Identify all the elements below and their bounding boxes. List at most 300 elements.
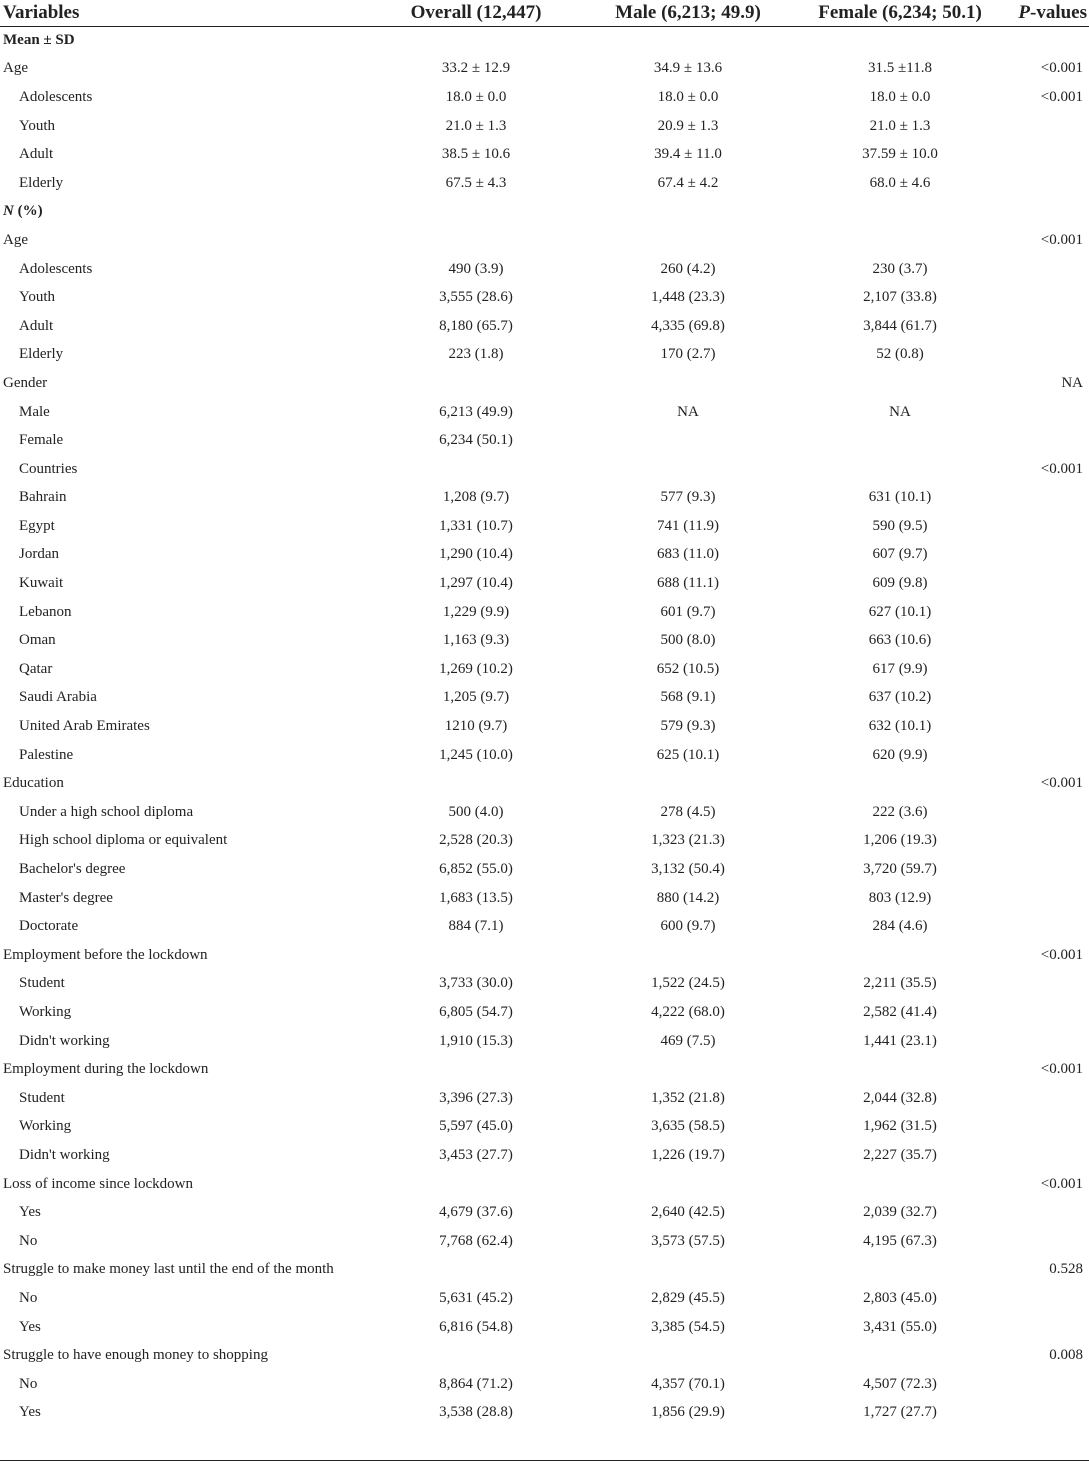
cell-overall: 1,245 (10.0) (439, 746, 513, 763)
table-bottom-rule (0, 1460, 1089, 1461)
cell-female: 631 (10.1) (868, 489, 932, 506)
table-row (0, 998, 1089, 1027)
row-label: No (19, 1375, 38, 1392)
cell-p-value (1006, 970, 1089, 999)
cell-overall: 6,234 (50.1) (439, 432, 513, 449)
cell-overall: 6,852 (55.0) (439, 861, 513, 878)
cell-male (582, 769, 794, 798)
row-label: Qatar (19, 660, 53, 677)
cell-female: 620 (9.9) (872, 746, 928, 763)
cell-female: 1,441 (23.1) (863, 1032, 937, 1049)
header-p-values (1006, 0, 1089, 26)
row-label: Female (19, 432, 64, 449)
cell-p-value (1006, 626, 1089, 655)
cell-overall (370, 769, 582, 798)
cell-p-value (1006, 341, 1089, 370)
cell-male: 688 (11.1) (657, 575, 719, 592)
header-row (0, 0, 1089, 26)
row-label-suffix: (%) (13, 203, 43, 220)
cell-female: 284 (4.6) (872, 918, 928, 935)
cell-overall: 6,213 (49.9) (439, 403, 513, 420)
cell-female: 637 (10.2) (868, 689, 932, 706)
row-label: Employment during the lockdown (3, 1061, 209, 1078)
cell-overall: 1,331 (10.7) (439, 517, 513, 534)
cell-overall: 33.2 ± 12.9 (441, 60, 511, 77)
row-label: Yes (19, 1318, 41, 1335)
row-label: Bachelor's degree (19, 861, 126, 878)
cell-p-value (1006, 198, 1089, 227)
cell-female: 52 (0.8) (876, 346, 924, 363)
row-label: Kuwait (19, 575, 64, 592)
table-row (0, 855, 1089, 884)
cell-overall: 1,290 (10.4) (439, 546, 513, 563)
cell-male: 278 (4.5) (660, 803, 716, 820)
row-label: No (19, 1289, 38, 1306)
table-row (0, 712, 1089, 741)
cell-overall: 3,555 (28.6) (439, 289, 513, 306)
cell-overall: 7,768 (62.4) (439, 1232, 513, 1249)
cell-female (794, 1256, 1006, 1285)
table-row (0, 912, 1089, 941)
table-row (0, 398, 1089, 427)
row-label: Age (3, 231, 28, 248)
header-male: Male (6,213; 49.9) (582, 0, 794, 26)
cell-female: 21.0 ± 1.3 (869, 117, 931, 134)
cell-male: 170 (2.7) (660, 346, 716, 363)
row-label: Yes (19, 1204, 41, 1221)
cell-p-value: 0.528 (1049, 1261, 1083, 1278)
cell-male (582, 941, 794, 970)
cell-male: 2,829 (45.5) (651, 1289, 725, 1306)
cell-male: 500 (8.0) (660, 632, 716, 649)
cell-overall (370, 1341, 582, 1370)
cell-overall: 1,163 (9.3) (442, 632, 510, 649)
cell-overall (370, 1170, 582, 1199)
cell-female: 2,582 (41.4) (863, 1003, 937, 1020)
cell-p-value (1006, 1284, 1089, 1313)
table-row (0, 798, 1089, 827)
cell-p-value (1006, 569, 1089, 598)
cell-overall: 3,538 (28.8) (439, 1404, 513, 1421)
cell-female (794, 1341, 1006, 1370)
cell-male: 601 (9.7) (660, 603, 716, 620)
cell-overall (370, 455, 582, 484)
header-p-italic: P (1018, 1, 1030, 23)
cell-overall (370, 198, 582, 227)
cell-male (582, 1341, 794, 1370)
cell-female: 1,962 (31.5) (863, 1118, 937, 1135)
cell-p-value (1006, 798, 1089, 827)
cell-male: 4,222 (68.0) (651, 1003, 725, 1020)
cell-overall: 5,631 (45.2) (439, 1289, 513, 1306)
cell-male: 18.0 ± 0.0 (657, 88, 719, 105)
cell-female (794, 369, 1006, 398)
row-label: High school diploma or equivalent (19, 832, 228, 849)
row-label: Employment before the lockdown (3, 946, 208, 963)
cell-overall (370, 941, 582, 970)
table-row (0, 1313, 1089, 1342)
cell-male (582, 1256, 794, 1285)
cell-male (582, 1170, 794, 1199)
cell-male: 568 (9.1) (660, 689, 716, 706)
cell-male (582, 455, 794, 484)
cell-male (582, 198, 794, 227)
cell-male: 3,385 (54.5) (651, 1318, 725, 1335)
header-female: Female (6,234; 50.1) (794, 0, 1006, 26)
table-row (0, 512, 1089, 541)
cell-female (794, 769, 1006, 798)
cell-female: 1,206 (19.3) (863, 832, 937, 849)
row-label: Student (19, 1089, 65, 1106)
table-row (0, 884, 1089, 913)
table-row (0, 1141, 1089, 1170)
cell-overall: 500 (4.0) (448, 803, 504, 820)
row-label: Loss of income since lockdown (3, 1175, 193, 1192)
cell-p-value (1006, 1313, 1089, 1342)
cell-male: 3,635 (58.5) (651, 1118, 725, 1135)
row-label: Countries (19, 460, 78, 477)
table-row (0, 655, 1089, 684)
cell-p-value: <0.001 (1040, 460, 1083, 477)
cell-male: 20.9 ± 1.3 (657, 117, 719, 134)
cell-male: 1,522 (24.5) (651, 975, 725, 992)
cell-male (582, 369, 794, 398)
cell-overall: 38.5 ± 10.6 (441, 146, 511, 163)
table-row (0, 598, 1089, 627)
table-row (0, 55, 1089, 84)
row-label: Saudi Arabia (19, 689, 97, 706)
table-row (0, 1198, 1089, 1227)
cell-overall: 1,297 (10.4) (439, 575, 513, 592)
cell-male: 67.4 ± 4.2 (657, 174, 719, 191)
cell-male: 1,352 (21.8) (651, 1089, 725, 1106)
table-row (0, 1055, 1089, 1084)
table-row (0, 827, 1089, 856)
cell-p-value (1006, 741, 1089, 770)
table-row (0, 1399, 1089, 1428)
cell-overall: 67.5 ± 4.3 (445, 174, 507, 191)
cell-p-value (1006, 140, 1089, 169)
cell-female: 1,727 (27.7) (863, 1404, 937, 1421)
row-label: Oman (19, 632, 56, 649)
cell-p-value (1006, 1198, 1089, 1227)
table-row (0, 941, 1089, 970)
cell-overall (370, 26, 582, 55)
table-row (0, 255, 1089, 284)
row-label-italic: N (3, 203, 14, 220)
cell-p-value: <0.001 (1040, 231, 1083, 248)
cell-overall: 1,208 (9.7) (442, 489, 510, 506)
row-label: Adolescents (19, 88, 93, 105)
cell-p-value (1006, 512, 1089, 541)
cell-overall: 4,679 (37.6) (439, 1204, 513, 1221)
cell-overall: 5,597 (45.0) (439, 1118, 513, 1135)
cell-female: 617 (9.9) (872, 660, 928, 677)
row-label: Adult (19, 317, 54, 334)
cell-female: 2,039 (32.7) (863, 1204, 937, 1221)
table-row (0, 684, 1089, 713)
cell-p-value (1006, 255, 1089, 284)
cell-overall: 1,269 (10.2) (439, 660, 513, 677)
cell-female: 590 (9.5) (872, 517, 928, 534)
cell-male: 4,357 (70.1) (651, 1375, 725, 1392)
cell-male: 4,335 (69.8) (651, 317, 725, 334)
cell-female: 627 (10.1) (868, 603, 932, 620)
cell-p-value (1006, 1227, 1089, 1256)
cell-male: 3,132 (50.4) (651, 861, 725, 878)
table-row (0, 541, 1089, 570)
cell-male: 577 (9.3) (660, 489, 716, 506)
table-row (0, 1370, 1089, 1399)
cell-male: 260 (4.2) (660, 260, 716, 277)
table-row (0, 1027, 1089, 1056)
table-row (0, 1227, 1089, 1256)
cell-female: 609 (9.8) (872, 575, 928, 592)
cell-male: 579 (9.3) (660, 718, 716, 735)
table-row (0, 26, 1089, 55)
cell-p-value (1006, 827, 1089, 856)
header-overall: Overall (12,447) (370, 0, 582, 26)
cell-female: 632 (10.1) (868, 718, 932, 735)
cell-female: 2,227 (35.7) (863, 1146, 937, 1163)
cell-female (794, 26, 1006, 55)
row-label: Elderly (19, 346, 64, 363)
table-row (0, 569, 1089, 598)
table-row (0, 1170, 1089, 1199)
cell-overall (370, 369, 582, 398)
cell-overall: 8,180 (65.7) (439, 317, 513, 334)
row-label: Education (3, 775, 64, 792)
cell-male: 39.4 ± 11.0 (654, 146, 722, 163)
row-label: No (19, 1232, 38, 1249)
row-label: Elderly (19, 174, 64, 191)
cell-female: 4,195 (67.3) (863, 1232, 937, 1249)
cell-male (582, 1055, 794, 1084)
row-label: Yes (19, 1404, 41, 1421)
cell-overall (370, 1256, 582, 1285)
cell-p-value: <0.001 (1040, 775, 1083, 792)
cell-p-value: <0.001 (1040, 1175, 1083, 1192)
cell-p-value (1006, 26, 1089, 55)
cell-overall: 1,683 (13.5) (439, 889, 513, 906)
row-label: Bahrain (19, 489, 67, 506)
cell-female: 3,844 (61.7) (863, 317, 937, 334)
cell-p-value (1006, 112, 1089, 141)
table-row (0, 769, 1089, 798)
cell-p-value: NA (1061, 374, 1083, 391)
cell-p-value (1006, 1113, 1089, 1142)
table-row (0, 112, 1089, 141)
cell-female: 18.0 ± 0.0 (869, 88, 931, 105)
table-row (0, 226, 1089, 255)
cell-male (582, 226, 794, 255)
cell-male: 2,640 (42.5) (651, 1204, 725, 1221)
cell-p-value (1006, 312, 1089, 341)
row-label: Struggle to have enough money to shopping (3, 1347, 268, 1364)
cell-female (794, 426, 1006, 455)
cell-p-value: <0.001 (1040, 88, 1083, 105)
cell-overall: 21.0 ± 1.3 (445, 117, 507, 134)
cell-p-value (1006, 884, 1089, 913)
cell-female (794, 1055, 1006, 1084)
cell-male: 625 (10.1) (656, 746, 720, 763)
cell-p-value (1006, 426, 1089, 455)
cell-p-value (1006, 855, 1089, 884)
cell-overall: 884 (7.1) (448, 918, 504, 935)
row-label: Palestine (19, 746, 74, 763)
table-row (0, 1113, 1089, 1142)
cell-p-value (1006, 684, 1089, 713)
cell-female: 803 (12.9) (868, 889, 932, 906)
cell-female: 663 (10.6) (868, 632, 932, 649)
cell-female: 37.59 ± 10.0 (862, 146, 938, 163)
row-label: Working (19, 1003, 72, 1020)
cell-p-value (1006, 1399, 1089, 1428)
table-row (0, 1341, 1089, 1370)
cell-overall: 6,816 (54.8) (439, 1318, 513, 1335)
table-row (0, 426, 1089, 455)
row-label: Youth (19, 117, 55, 134)
table-row (0, 312, 1089, 341)
cell-male: NA (677, 403, 699, 420)
cell-female (794, 1170, 1006, 1199)
cell-female: 2,107 (33.8) (863, 289, 937, 306)
table-body (0, 26, 1089, 1427)
row-label: United Arab Emirates (19, 718, 150, 735)
cell-p-value (1006, 398, 1089, 427)
row-label: Adult (19, 146, 54, 163)
row-label (0, 198, 370, 227)
cell-female (794, 455, 1006, 484)
cell-female: 222 (3.6) (872, 803, 928, 820)
cell-p-value (1006, 1027, 1089, 1056)
cell-female: 2,803 (45.0) (863, 1289, 937, 1306)
cell-p-value (1006, 484, 1089, 513)
table-row (0, 1284, 1089, 1313)
row-label: Lebanon (19, 603, 72, 620)
cell-p-value: <0.001 (1040, 60, 1083, 77)
row-label: Under a high school diploma (19, 803, 194, 820)
table-row (0, 369, 1089, 398)
cell-male (582, 26, 794, 55)
row-label: Struggle to make money last until the end of the month (3, 1261, 334, 1278)
cell-p-value (1006, 283, 1089, 312)
cell-overall: 3,453 (27.7) (439, 1146, 513, 1163)
cell-female: 2,044 (32.8) (863, 1089, 937, 1106)
cell-overall: 223 (1.8) (448, 346, 504, 363)
cell-female: 3,720 (59.7) (863, 861, 937, 878)
cell-male: 1,323 (21.3) (651, 832, 725, 849)
cell-p-value (1006, 712, 1089, 741)
table-row (0, 741, 1089, 770)
cell-female: 4,507 (72.3) (863, 1375, 937, 1392)
cell-overall (370, 1055, 582, 1084)
header-variables: Variables (0, 0, 370, 26)
table-row (0, 283, 1089, 312)
cell-overall: 1,910 (15.3) (439, 1032, 513, 1049)
cell-p-value (1006, 541, 1089, 570)
row-label: Adolescents (19, 260, 93, 277)
cell-female (794, 198, 1006, 227)
cell-female (794, 226, 1006, 255)
cell-p-value (1006, 1370, 1089, 1399)
cell-male: 469 (7.5) (660, 1032, 716, 1049)
cell-overall: 8,864 (71.2) (439, 1375, 513, 1392)
cell-p-value (1006, 1084, 1089, 1113)
cell-male: 1,226 (19.7) (651, 1146, 725, 1163)
cell-p-value: 0.008 (1049, 1347, 1083, 1364)
cell-p-value (1006, 169, 1089, 198)
header-p-suffix: -values (1030, 1, 1087, 23)
cell-p-value: <0.001 (1040, 1061, 1083, 1078)
row-label: Jordan (19, 546, 59, 563)
cell-p-value (1006, 1141, 1089, 1170)
cell-overall (370, 226, 582, 255)
row-label: Mean ± SD (3, 32, 75, 49)
row-label: Doctorate (19, 918, 79, 935)
table-row (0, 970, 1089, 999)
cell-male (582, 426, 794, 455)
cell-female: NA (889, 403, 911, 420)
row-label: Youth (19, 289, 55, 306)
table-row (0, 626, 1089, 655)
table-row (0, 198, 1089, 227)
cell-overall: 1,229 (9.9) (442, 603, 510, 620)
cell-male: 600 (9.7) (660, 918, 716, 935)
cell-overall: 2,528 (20.3) (439, 832, 513, 849)
table-row (0, 140, 1089, 169)
cell-p-value: <0.001 (1040, 946, 1083, 963)
table-row (0, 455, 1089, 484)
cell-male: 1,448 (23.3) (651, 289, 725, 306)
cell-overall: 1,205 (9.7) (442, 689, 510, 706)
row-label: Didn't working (19, 1146, 110, 1163)
cell-female: 2,211 (35.5) (863, 975, 937, 992)
table-row (0, 169, 1089, 198)
cell-female: 31.5 ±11.8 (868, 60, 932, 77)
row-label: Gender (3, 374, 48, 391)
row-label: Egypt (19, 517, 55, 534)
cell-female: 3,431 (55.0) (863, 1318, 937, 1335)
row-label: Age (3, 60, 28, 77)
cell-p-value (1006, 998, 1089, 1027)
table-row (0, 83, 1089, 112)
table-row (0, 341, 1089, 370)
cell-male: 34.9 ± 13.6 (653, 60, 723, 77)
cell-female (794, 941, 1006, 970)
table-row (0, 1256, 1089, 1285)
cell-overall: 6,805 (54.7) (439, 1003, 513, 1020)
row-label: Master's degree (19, 889, 113, 906)
cell-overall: 1210 (9.7) (444, 718, 508, 735)
row-label: Didn't working (19, 1032, 110, 1049)
cell-male: 880 (14.2) (656, 889, 720, 906)
cell-female: 607 (9.7) (872, 546, 928, 563)
cell-male: 741 (11.9) (657, 517, 719, 534)
cell-male: 683 (11.0) (657, 546, 719, 563)
row-label: Working (19, 1118, 72, 1135)
cell-male: 652 (10.5) (656, 660, 720, 677)
cell-p-value (1006, 912, 1089, 941)
row-label: Student (19, 975, 65, 992)
table-row (0, 484, 1089, 513)
cell-overall: 18.0 ± 0.0 (445, 88, 507, 105)
cell-male: 3,573 (57.5) (651, 1232, 725, 1249)
cell-p-value (1006, 598, 1089, 627)
row-label: Male (19, 403, 50, 420)
cell-female: 68.0 ± 4.6 (869, 174, 931, 191)
cell-female: 230 (3.7) (872, 260, 928, 277)
